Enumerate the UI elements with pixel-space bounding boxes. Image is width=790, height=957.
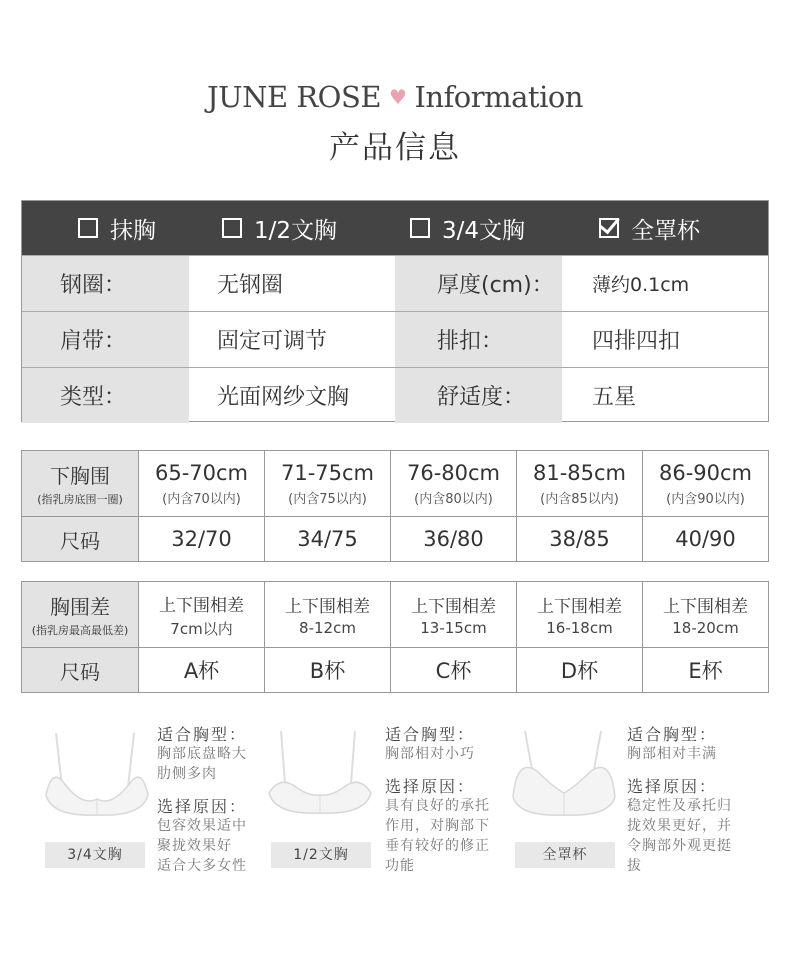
table-cell <box>265 648 391 693</box>
reason-title: 选择原因： <box>385 777 476 796</box>
underbust-range: 65-70cm <box>154 460 249 485</box>
diff-label: 上下围相差 <box>537 597 622 617</box>
diff-range: 16-18cm <box>546 619 613 637</box>
reason-line: 作用，对胸部下 <box>385 818 490 834</box>
table-row <box>22 451 769 517</box>
fit-text <box>157 744 247 784</box>
diff-label: 上下围相差 <box>411 597 496 617</box>
spec-label: 钢圈： <box>22 256 189 311</box>
underbust-range-note: (内含70以内) <box>162 491 241 507</box>
reason-line: 垂有较好的修正 <box>385 838 490 854</box>
table-cell <box>391 582 517 648</box>
diff-label: 上下围相差 <box>285 597 370 617</box>
reason-text <box>157 816 247 876</box>
table-cell <box>517 517 643 562</box>
cup-size-value: D杯 <box>560 659 599 683</box>
cup-option-label: 1/2文胸 <box>254 217 338 244</box>
spec-label: 厚度(cm)： <box>395 256 562 311</box>
reason-line: 令胸部外观更挺 <box>627 838 732 854</box>
table-cell <box>391 517 517 562</box>
fit-line: 胸部相对小巧 <box>385 746 475 762</box>
diff-range: 13-15cm <box>420 619 487 637</box>
table-header-cell <box>22 582 139 648</box>
fit-title: 适合胸型： <box>385 725 476 744</box>
table-cell <box>265 517 391 562</box>
reason-title: 选择原因： <box>627 777 718 796</box>
underbust-range-note: (内含90以内) <box>666 491 745 507</box>
reason-text <box>627 796 732 876</box>
underbust-range-note: (内含75以内) <box>288 491 367 507</box>
table-header-cell <box>22 648 139 693</box>
table-cell <box>265 582 391 648</box>
table-cell <box>643 648 769 693</box>
spec-row <box>22 311 768 367</box>
table-cell <box>643 517 769 562</box>
checkbox-icon <box>78 218 98 238</box>
underbust-range: 76-80cm <box>406 460 501 485</box>
cup-option-label: 3/4文胸 <box>442 217 526 244</box>
fit-line: 肋侧多肉 <box>157 766 217 782</box>
fit-text <box>385 744 475 764</box>
reason-line: 拔 <box>627 858 642 874</box>
diff-label: 上下围相差 <box>159 595 244 616</box>
full-cup-bra-image <box>509 727 619 819</box>
table-cell <box>139 648 265 693</box>
cup-size-value: E杯 <box>688 659 723 683</box>
spec-label: 排扣： <box>395 312 562 367</box>
reason-line: 稳定性及承托归 <box>627 798 732 814</box>
cup-size-value: C杯 <box>435 659 472 683</box>
size-value: 40/90 <box>675 527 736 551</box>
cup-option-tube <box>78 201 156 255</box>
brand-title <box>0 80 790 114</box>
underbust-header-note: (指乳房底围一圈) <box>37 493 123 506</box>
checkbox-icon <box>410 218 430 238</box>
heart-icon: ♥ <box>389 85 407 109</box>
table-row <box>22 648 769 693</box>
size-value: 34/75 <box>297 527 358 551</box>
diff-range: 7cm以内 <box>170 619 233 638</box>
table-cell <box>265 451 391 517</box>
underbust-range-note: (内含85以内) <box>540 491 619 507</box>
cup-option-label: 抹胸 <box>110 217 156 244</box>
table-cell <box>643 451 769 517</box>
brand-name: JUNE ROSE <box>207 80 381 114</box>
spec-value: 四排四扣 <box>592 329 681 354</box>
cup-option-half <box>222 201 337 255</box>
diff-range: 8-12cm <box>299 619 356 637</box>
cup-option-full <box>599 201 700 255</box>
table-cell <box>139 451 265 517</box>
checkbox-icon <box>222 218 242 238</box>
cup-type-bar <box>22 201 768 255</box>
fit-title: 适合胸型： <box>157 725 248 744</box>
underbust-header: 下胸围 <box>50 464 110 488</box>
reason-line: 功能 <box>385 858 415 874</box>
size-label: 尺码 <box>60 659 100 684</box>
underbust-range: 71-75cm <box>280 460 375 485</box>
spec-label: 舒适度： <box>395 368 562 423</box>
cup-size-value: A杯 <box>183 659 220 683</box>
size-value: 36/80 <box>423 527 484 551</box>
underbust-size-table <box>21 450 769 562</box>
reason-line: 包容效果适中 <box>157 818 247 834</box>
spec-value: 无钢圈 <box>217 273 284 298</box>
spec-value: 固定可调节 <box>217 329 328 354</box>
bust-diff-header: 胸围差 <box>50 595 110 619</box>
reason-line: 适合大多女性 <box>157 858 247 874</box>
cup-guide-tag: 全罩杯 <box>515 842 615 868</box>
page-subtitle: 产品信息 <box>329 130 461 166</box>
table-cell <box>139 582 265 648</box>
half-cup-bra-image <box>265 727 375 819</box>
table-cell <box>517 582 643 648</box>
fit-title: 适合胸型： <box>627 725 718 744</box>
cup-size-value: B杯 <box>309 659 346 683</box>
spec-label: 类型： <box>22 368 189 423</box>
cup-guide-tag: 1/2文胸 <box>271 842 371 868</box>
spec-value: 五星 <box>592 385 637 410</box>
table-cell <box>517 648 643 693</box>
cup-option-three-quarter <box>410 201 525 255</box>
spec-row <box>22 367 768 423</box>
table-cell <box>391 451 517 517</box>
cup-option-label: 全罩杯 <box>631 217 700 244</box>
three-quarter-bra-image <box>42 727 152 819</box>
reason-line: 聚拢效果好 <box>157 838 232 854</box>
spec-value: 光面网纱文胸 <box>217 385 350 410</box>
size-label: 尺码 <box>60 528 100 553</box>
table-header-cell <box>22 451 139 517</box>
diff-range: 18-20cm <box>672 619 739 637</box>
fit-text <box>627 744 717 764</box>
fit-line: 胸部底盘略大 <box>157 746 247 762</box>
table-row <box>22 582 769 648</box>
table-cell <box>139 517 265 562</box>
size-value: 38/85 <box>549 527 610 551</box>
table-header-cell <box>22 517 139 562</box>
spec-row <box>22 255 768 311</box>
table-row <box>22 517 769 562</box>
spec-value: 薄约0.1cm <box>592 274 690 296</box>
cup-size-table <box>21 581 769 693</box>
underbust-range: 81-85cm <box>532 460 627 485</box>
diff-label: 上下围相差 <box>663 597 748 617</box>
checkbox-checked-icon <box>599 218 619 238</box>
reason-line: 具有良好的承托 <box>385 798 490 814</box>
table-cell <box>517 451 643 517</box>
fit-line: 胸部相对丰满 <box>627 746 717 762</box>
cup-guide-tag: 3/4文胸 <box>45 842 145 868</box>
reason-line: 拢效果更好，并 <box>627 818 732 834</box>
brand-info-word: Information <box>414 80 583 114</box>
size-value: 32/70 <box>171 527 232 551</box>
table-cell <box>391 648 517 693</box>
table-cell <box>643 582 769 648</box>
bust-diff-header-note: (指乳房最高最低差) <box>31 624 129 637</box>
product-spec-table <box>21 200 769 422</box>
reason-text <box>385 796 490 876</box>
underbust-range: 86-90cm <box>658 460 753 485</box>
underbust-range-note: (内含80以内) <box>414 491 493 507</box>
spec-label: 肩带： <box>22 312 189 367</box>
reason-title: 选择原因： <box>157 797 248 816</box>
